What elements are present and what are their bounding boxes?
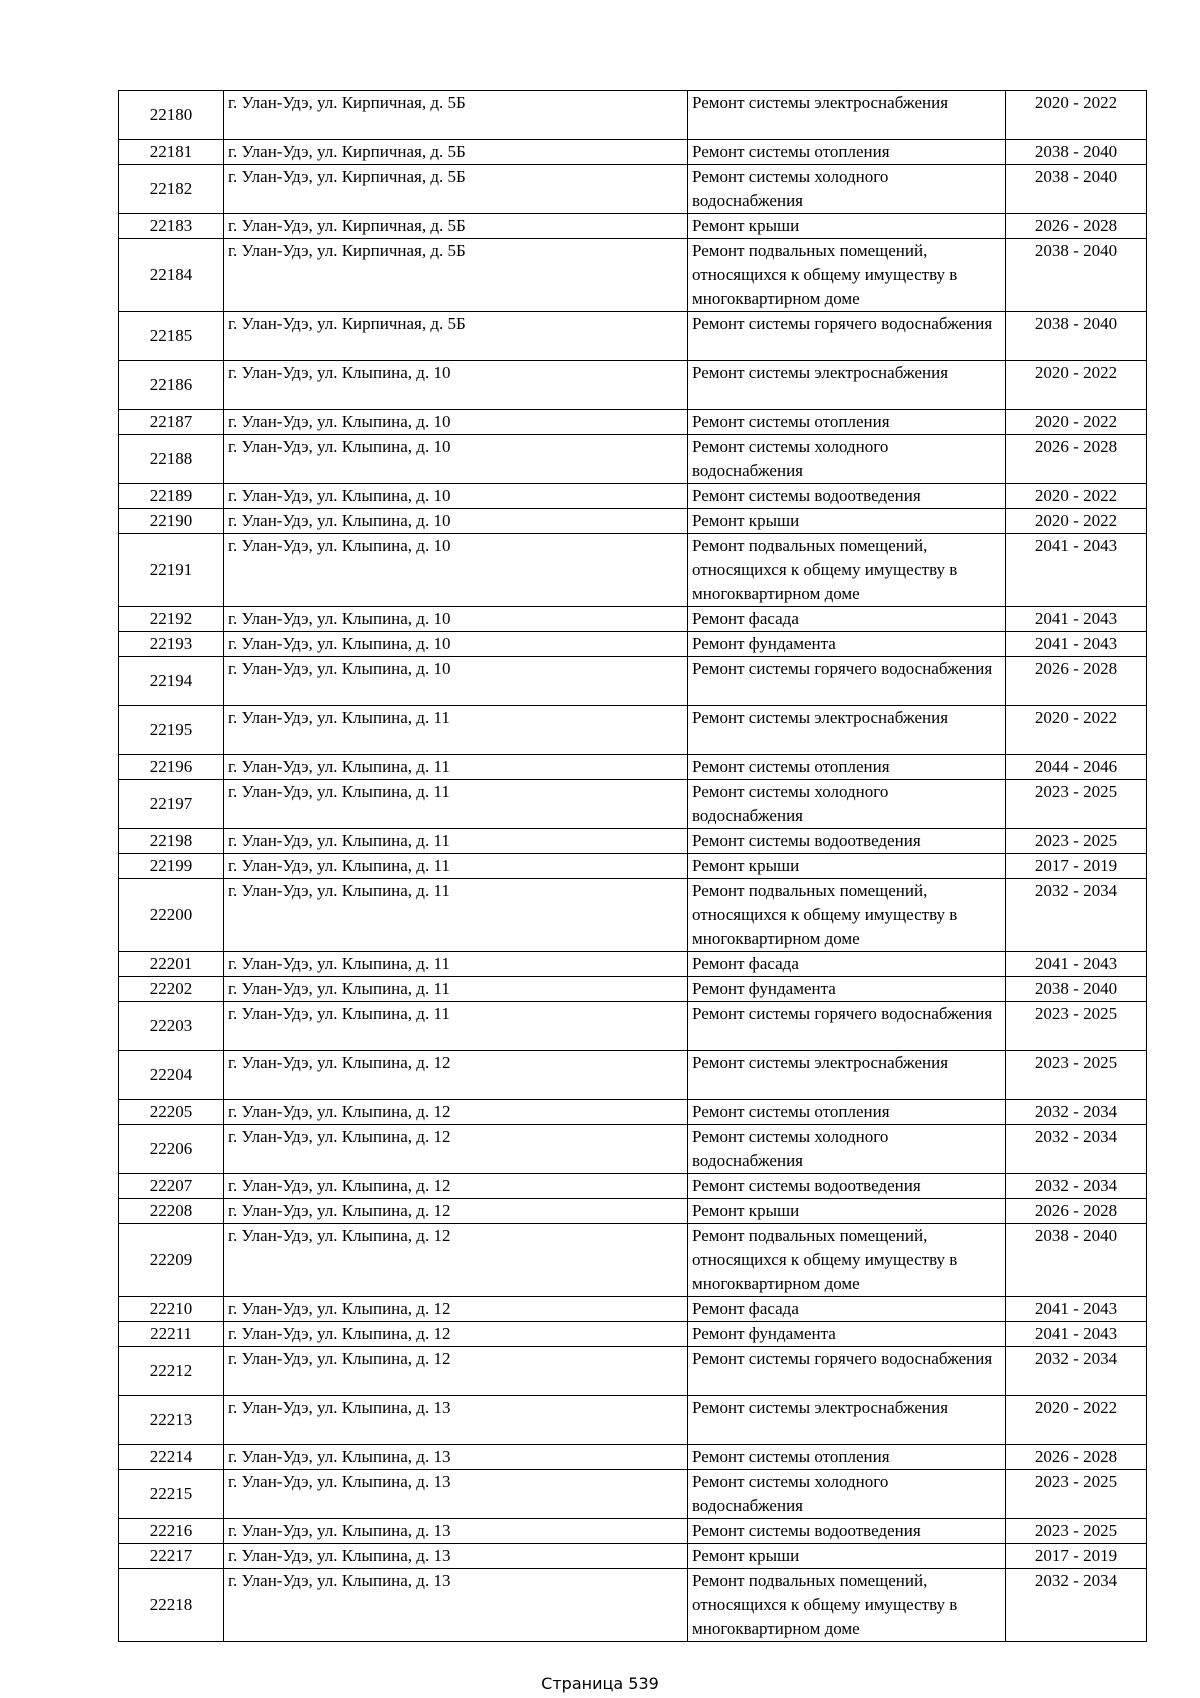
- work-type-cell: Ремонт системы холодного водоснабжения: [688, 1470, 1006, 1519]
- table-row: [119, 312, 1147, 361]
- table-row: [119, 657, 1147, 706]
- work-type-cell: Ремонт крыши: [688, 509, 1006, 534]
- row-number-cell: 22212: [119, 1347, 224, 1396]
- years-cell: 2032 - 2034: [1006, 1100, 1147, 1125]
- row-number-cell: 22214: [119, 1445, 224, 1470]
- address-cell: г. Улан-Удэ, ул. Клыпина, д. 12: [224, 1199, 688, 1224]
- row-number-cell: 22205: [119, 1100, 224, 1125]
- years-cell: 2020 - 2022: [1006, 484, 1147, 509]
- address-cell: г. Улан-Удэ, ул. Клыпина, д. 12: [224, 1174, 688, 1199]
- row-number-cell: 22193: [119, 632, 224, 657]
- address-cell: г. Улан-Удэ, ул. Клыпина, д. 13: [224, 1569, 688, 1642]
- work-type-cell: Ремонт системы отопления: [688, 1100, 1006, 1125]
- address-cell: г. Улан-Удэ, ул. Клыпина, д. 10: [224, 361, 688, 410]
- table-row: [119, 435, 1147, 484]
- row-number-cell: 22187: [119, 410, 224, 435]
- table-row: [119, 1569, 1147, 1642]
- years-cell: 2017 - 2019: [1006, 854, 1147, 879]
- row-number-cell: 22198: [119, 829, 224, 854]
- years-cell: 2023 - 2025: [1006, 1051, 1147, 1100]
- address-cell: г. Улан-Удэ, ул. Клыпина, д. 13: [224, 1396, 688, 1445]
- table-row: [119, 977, 1147, 1002]
- table-row: [119, 361, 1147, 410]
- table-row: [119, 1297, 1147, 1322]
- years-cell: 2017 - 2019: [1006, 1544, 1147, 1569]
- address-cell: г. Улан-Удэ, ул. Клыпина, д. 12: [224, 1051, 688, 1100]
- row-number-cell: 22192: [119, 607, 224, 632]
- address-cell: г. Улан-Удэ, ул. Клыпина, д. 13: [224, 1544, 688, 1569]
- row-number-cell: 22186: [119, 361, 224, 410]
- table-row: [119, 140, 1147, 165]
- row-number-cell: 22189: [119, 484, 224, 509]
- row-number-cell: 22195: [119, 706, 224, 755]
- row-number-cell: 22190: [119, 509, 224, 534]
- years-cell: 2032 - 2034: [1006, 1125, 1147, 1174]
- row-number-cell: 22202: [119, 977, 224, 1002]
- table-row: [119, 410, 1147, 435]
- address-cell: г. Улан-Удэ, ул. Клыпина, д. 10: [224, 410, 688, 435]
- row-number-cell: 22183: [119, 214, 224, 239]
- table-row: [119, 1002, 1147, 1051]
- row-number-cell: 22185: [119, 312, 224, 361]
- work-type-cell: Ремонт крыши: [688, 854, 1006, 879]
- years-cell: 2038 - 2040: [1006, 1224, 1147, 1297]
- address-cell: г. Улан-Удэ, ул. Клыпина, д. 11: [224, 952, 688, 977]
- years-cell: 2020 - 2022: [1006, 410, 1147, 435]
- address-cell: г. Улан-Удэ, ул. Клыпина, д. 10: [224, 509, 688, 534]
- years-cell: 2026 - 2028: [1006, 435, 1147, 484]
- work-type-cell: Ремонт фасада: [688, 952, 1006, 977]
- address-cell: г. Улан-Удэ, ул. Клыпина, д. 11: [224, 879, 688, 952]
- row-number-cell: 22211: [119, 1322, 224, 1347]
- address-cell: г. Улан-Удэ, ул. Кирпичная, д. 5Б: [224, 140, 688, 165]
- row-number-cell: 22196: [119, 755, 224, 780]
- row-number-cell: 22207: [119, 1174, 224, 1199]
- table-row: [119, 607, 1147, 632]
- address-cell: г. Улан-Удэ, ул. Клыпина, д. 11: [224, 706, 688, 755]
- years-cell: 2023 - 2025: [1006, 1002, 1147, 1051]
- page-number: Страница 539: [541, 1674, 659, 1693]
- years-cell: 2038 - 2040: [1006, 239, 1147, 312]
- address-cell: г. Улан-Удэ, ул. Клыпина, д. 12: [224, 1224, 688, 1297]
- table-row: [119, 165, 1147, 214]
- years-cell: 2032 - 2034: [1006, 879, 1147, 952]
- years-cell: 2041 - 2043: [1006, 1322, 1147, 1347]
- row-number-cell: 22194: [119, 657, 224, 706]
- row-number-cell: 22197: [119, 780, 224, 829]
- work-type-cell: Ремонт системы водоотведения: [688, 484, 1006, 509]
- address-cell: г. Улан-Удэ, ул. Клыпина, д. 12: [224, 1322, 688, 1347]
- work-type-cell: Ремонт системы электроснабжения: [688, 706, 1006, 755]
- table-row: [119, 1470, 1147, 1519]
- address-cell: г. Улан-Удэ, ул. Клыпина, д. 10: [224, 632, 688, 657]
- work-type-cell: Ремонт подвальных помещений, относящихся к общему имуществу в многоквартирном доме: [688, 534, 1006, 607]
- table-row: [119, 952, 1147, 977]
- table-row: [119, 1174, 1147, 1199]
- address-cell: г. Улан-Удэ, ул. Клыпина, д. 11: [224, 755, 688, 780]
- address-cell: г. Улан-Удэ, ул. Клыпина, д. 13: [224, 1519, 688, 1544]
- years-cell: 2038 - 2040: [1006, 140, 1147, 165]
- years-cell: 2026 - 2028: [1006, 657, 1147, 706]
- row-number-cell: 22200: [119, 879, 224, 952]
- years-cell: 2041 - 2043: [1006, 607, 1147, 632]
- row-number-cell: 22215: [119, 1470, 224, 1519]
- table-row: [119, 1347, 1147, 1396]
- years-cell: 2023 - 2025: [1006, 780, 1147, 829]
- row-number-cell: 22201: [119, 952, 224, 977]
- address-cell: г. Улан-Удэ, ул. Кирпичная, д. 5Б: [224, 91, 688, 140]
- work-type-cell: Ремонт системы электроснабжения: [688, 1396, 1006, 1445]
- table-row: [119, 239, 1147, 312]
- table-row: [119, 780, 1147, 829]
- address-cell: г. Улан-Удэ, ул. Кирпичная, д. 5Б: [224, 312, 688, 361]
- address-cell: г. Улан-Удэ, ул. Клыпина, д. 10: [224, 657, 688, 706]
- table-row: [119, 509, 1147, 534]
- address-cell: г. Улан-Удэ, ул. Клыпина, д. 10: [224, 484, 688, 509]
- row-number-cell: 22204: [119, 1051, 224, 1100]
- work-type-cell: Ремонт фундамента: [688, 1322, 1006, 1347]
- work-type-cell: Ремонт системы холодного водоснабжения: [688, 435, 1006, 484]
- table-row: [119, 214, 1147, 239]
- work-type-cell: Ремонт системы холодного водоснабжения: [688, 1125, 1006, 1174]
- table-row: [119, 1051, 1147, 1100]
- work-type-cell: Ремонт системы холодного водоснабжения: [688, 780, 1006, 829]
- row-number-cell: 22182: [119, 165, 224, 214]
- address-cell: г. Улан-Удэ, ул. Кирпичная, д. 5Б: [224, 165, 688, 214]
- work-type-cell: Ремонт системы электроснабжения: [688, 361, 1006, 410]
- work-type-cell: Ремонт системы горячего водоснабжения: [688, 1002, 1006, 1051]
- address-cell: г. Улан-Удэ, ул. Клыпина, д. 12: [224, 1297, 688, 1322]
- table-row: [119, 1322, 1147, 1347]
- years-cell: 2026 - 2028: [1006, 214, 1147, 239]
- address-cell: г. Улан-Удэ, ул. Клыпина, д. 11: [224, 780, 688, 829]
- work-type-cell: Ремонт крыши: [688, 214, 1006, 239]
- years-cell: 2041 - 2043: [1006, 534, 1147, 607]
- work-type-cell: Ремонт крыши: [688, 1544, 1006, 1569]
- work-type-cell: Ремонт системы водоотведения: [688, 829, 1006, 854]
- work-type-cell: Ремонт подвальных помещений, относящихся к общему имуществу в многоквартирном доме: [688, 239, 1006, 312]
- work-type-cell: Ремонт фундамента: [688, 632, 1006, 657]
- years-cell: 2032 - 2034: [1006, 1347, 1147, 1396]
- work-type-cell: Ремонт системы отопления: [688, 410, 1006, 435]
- work-type-cell: Ремонт системы горячего водоснабжения: [688, 657, 1006, 706]
- table-row: [119, 1445, 1147, 1470]
- work-type-cell: Ремонт системы холодного водоснабжения: [688, 165, 1006, 214]
- row-number-cell: 22217: [119, 1544, 224, 1569]
- years-cell: 2020 - 2022: [1006, 1396, 1147, 1445]
- work-type-cell: Ремонт подвальных помещений, относящихся к общему имуществу в многоквартирном доме: [688, 1224, 1006, 1297]
- work-type-cell: Ремонт системы горячего водоснабжения: [688, 312, 1006, 361]
- work-type-cell: Ремонт фундамента: [688, 977, 1006, 1002]
- work-type-cell: Ремонт системы отопления: [688, 1445, 1006, 1470]
- table-row: [119, 1519, 1147, 1544]
- row-number-cell: 22180: [119, 91, 224, 140]
- address-cell: г. Улан-Удэ, ул. Клыпина, д. 12: [224, 1125, 688, 1174]
- years-cell: 2041 - 2043: [1006, 1297, 1147, 1322]
- work-type-cell: Ремонт системы отопления: [688, 755, 1006, 780]
- table-row: [119, 706, 1147, 755]
- address-cell: г. Улан-Удэ, ул. Клыпина, д. 10: [224, 534, 688, 607]
- repair-schedule-table: [118, 90, 1147, 1642]
- table-row: [119, 829, 1147, 854]
- years-cell: 2023 - 2025: [1006, 1470, 1147, 1519]
- table-row: [119, 755, 1147, 780]
- years-cell: 2020 - 2022: [1006, 509, 1147, 534]
- row-number-cell: 22209: [119, 1224, 224, 1297]
- work-type-cell: Ремонт системы горячего водоснабжения: [688, 1347, 1006, 1396]
- years-cell: 2041 - 2043: [1006, 952, 1147, 977]
- row-number-cell: 22206: [119, 1125, 224, 1174]
- address-cell: г. Улан-Удэ, ул. Клыпина, д. 11: [224, 854, 688, 879]
- years-cell: 2026 - 2028: [1006, 1445, 1147, 1470]
- table-row: [119, 879, 1147, 952]
- address-cell: г. Улан-Удэ, ул. Клыпина, д. 13: [224, 1470, 688, 1519]
- row-number-cell: 22218: [119, 1569, 224, 1642]
- work-type-cell: Ремонт системы отопления: [688, 140, 1006, 165]
- work-type-cell: Ремонт крыши: [688, 1199, 1006, 1224]
- address-cell: г. Улан-Удэ, ул. Клыпина, д. 10: [224, 435, 688, 484]
- years-cell: 2041 - 2043: [1006, 632, 1147, 657]
- address-cell: г. Улан-Удэ, ул. Кирпичная, д. 5Б: [224, 214, 688, 239]
- row-number-cell: 22188: [119, 435, 224, 484]
- table-row: [119, 854, 1147, 879]
- years-cell: 2038 - 2040: [1006, 977, 1147, 1002]
- address-cell: г. Улан-Удэ, ул. Клыпина, д. 11: [224, 1002, 688, 1051]
- work-type-cell: Ремонт фасада: [688, 607, 1006, 632]
- table-row: [119, 1100, 1147, 1125]
- table-row: [119, 1199, 1147, 1224]
- table-row: [119, 1544, 1147, 1569]
- years-cell: 2032 - 2034: [1006, 1569, 1147, 1642]
- address-cell: г. Улан-Удэ, ул. Клыпина, д. 13: [224, 1445, 688, 1470]
- address-cell: г. Улан-Удэ, ул. Клыпина, д. 11: [224, 977, 688, 1002]
- row-number-cell: 22191: [119, 534, 224, 607]
- table-row: [119, 1396, 1147, 1445]
- address-cell: г. Улан-Удэ, ул. Клыпина, д. 12: [224, 1347, 688, 1396]
- years-cell: 2023 - 2025: [1006, 1519, 1147, 1544]
- row-number-cell: 22184: [119, 239, 224, 312]
- row-number-cell: 22210: [119, 1297, 224, 1322]
- years-cell: 2026 - 2028: [1006, 1199, 1147, 1224]
- table-row: [119, 484, 1147, 509]
- years-cell: 2044 - 2046: [1006, 755, 1147, 780]
- row-number-cell: 22203: [119, 1002, 224, 1051]
- years-cell: 2020 - 2022: [1006, 361, 1147, 410]
- table-row: [119, 91, 1147, 140]
- years-cell: 2020 - 2022: [1006, 706, 1147, 755]
- work-type-cell: Ремонт системы водоотведения: [688, 1519, 1006, 1544]
- row-number-cell: 22216: [119, 1519, 224, 1544]
- years-cell: 2038 - 2040: [1006, 312, 1147, 361]
- table-body: [119, 91, 1147, 1642]
- years-cell: 2020 - 2022: [1006, 91, 1147, 140]
- work-type-cell: Ремонт фасада: [688, 1297, 1006, 1322]
- work-type-cell: Ремонт системы электроснабжения: [688, 1051, 1006, 1100]
- work-type-cell: Ремонт подвальных помещений, относящихся к общему имуществу в многоквартирном доме: [688, 1569, 1006, 1642]
- table-row: [119, 632, 1147, 657]
- table-row: [119, 534, 1147, 607]
- row-number-cell: 22213: [119, 1396, 224, 1445]
- work-type-cell: Ремонт системы электроснабжения: [688, 91, 1006, 140]
- address-cell: г. Улан-Удэ, ул. Кирпичная, д. 5Б: [224, 239, 688, 312]
- table-row: [119, 1224, 1147, 1297]
- row-number-cell: 22208: [119, 1199, 224, 1224]
- row-number-cell: 22181: [119, 140, 224, 165]
- row-number-cell: 22199: [119, 854, 224, 879]
- years-cell: 2032 - 2034: [1006, 1174, 1147, 1199]
- address-cell: г. Улан-Удэ, ул. Клыпина, д. 10: [224, 607, 688, 632]
- years-cell: 2023 - 2025: [1006, 829, 1147, 854]
- address-cell: г. Улан-Удэ, ул. Клыпина, д. 12: [224, 1100, 688, 1125]
- years-cell: 2038 - 2040: [1006, 165, 1147, 214]
- work-type-cell: Ремонт подвальных помещений, относящихся к общему имуществу в многоквартирном доме: [688, 879, 1006, 952]
- work-type-cell: Ремонт системы водоотведения: [688, 1174, 1006, 1199]
- table-row: [119, 1125, 1147, 1174]
- address-cell: г. Улан-Удэ, ул. Клыпина, д. 11: [224, 829, 688, 854]
